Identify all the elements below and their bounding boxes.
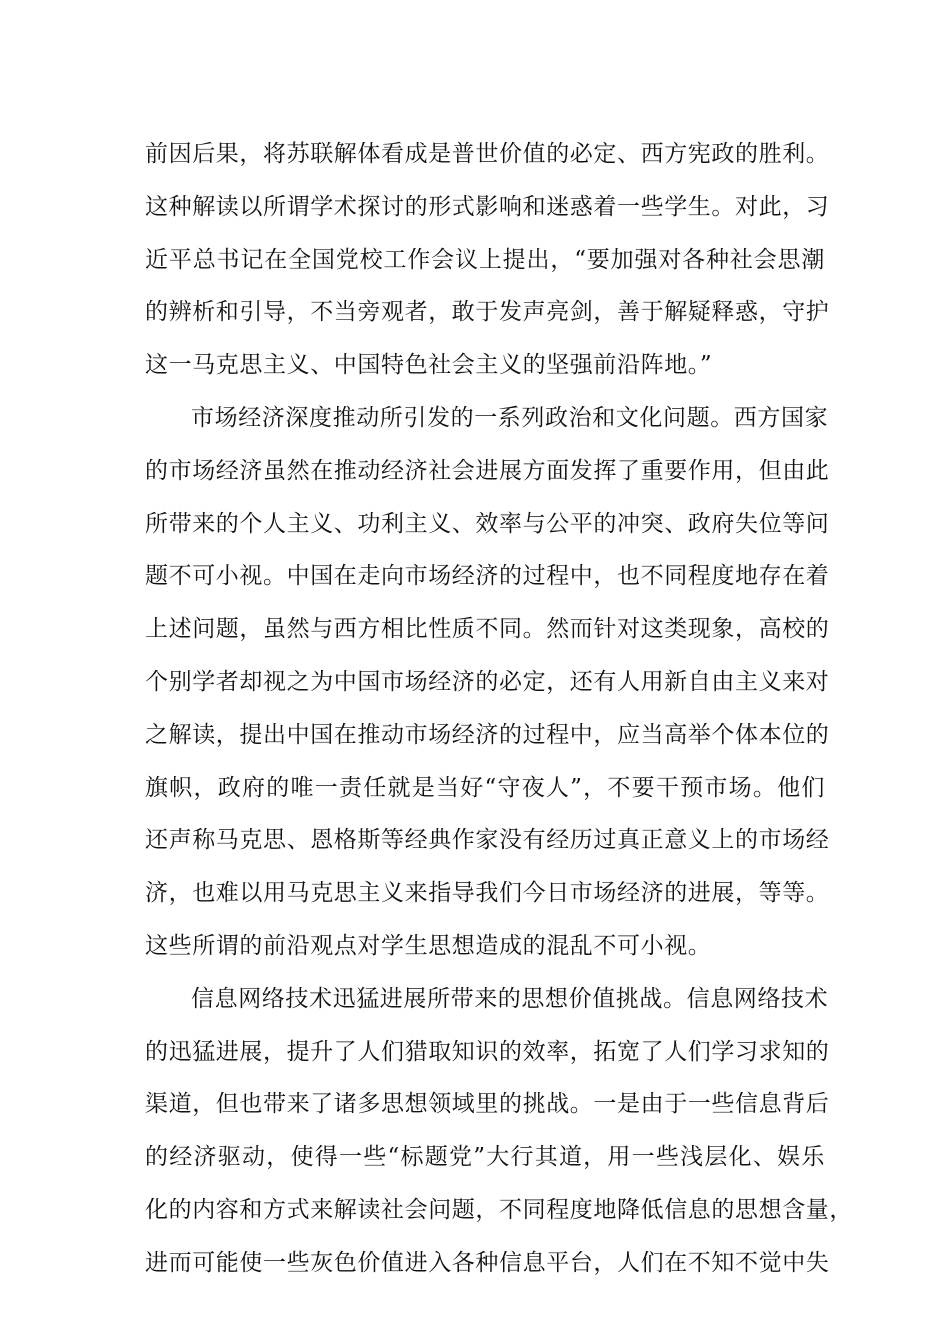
text-line: 的市场经济虽然在推动经济社会进展方面发挥了重要作用，但由此 <box>145 457 830 484</box>
text-line: 这些所谓的前沿观点对学生思想造成的混乱不可小视。 <box>145 932 712 959</box>
text-line: 个别学者却视之为中国市场经济的必定，还有人用新自由主义来对 <box>145 668 830 695</box>
text-line: 化的内容和方式来解读社会问题，不同程度地降低信息的思想含量， <box>145 1196 853 1223</box>
text-line: 所带来的个人主义、功利主义、效率与公平的冲突、政府失位等问 <box>145 510 830 537</box>
text-line: 的辨析和引导，不当旁观者，敢于发声亮剑，善于解疑释惑，守护 <box>145 299 830 326</box>
text-line: 旗帜，政府的唯一责任就是当好“守夜人”，不要干预市场。他们 <box>145 774 825 801</box>
text-line: 济，也难以用马克思主义来指导我们今日市场经济的进展，等等。 <box>145 880 830 907</box>
document-body <box>145 128 853 1290</box>
text-line: 渠道，但也带来了诸多思想领域里的挑战。一是由于一些信息背后 <box>145 1091 830 1118</box>
text-line: 的迅猛进展，提升了人们猎取知识的效率，拓宽了人们学习求知的 <box>145 1038 830 1065</box>
paragraph-2 <box>145 392 830 973</box>
text-line: 的经济驱动，使得一些“标题党”大行其道，用一些浅层化、娱乐 <box>145 1144 825 1171</box>
text-line: 上述问题，虽然与西方相比性质不同。然而针对这类现象，高校的 <box>145 616 830 643</box>
text-line: 还声称马克思、恩格斯等经典作家没有经历过真正意义上的市场经 <box>145 827 830 854</box>
text-line: 这种解读以所谓学术探讨的形式影响和迷惑着一些学生。对此，习 <box>145 193 830 220</box>
text-line: 前因后果，将苏联解体看成是普世价值的必定、西方宪政的胜利。 <box>145 141 830 167</box>
paragraph-1 <box>145 128 830 392</box>
text-line: 信息网络技术迅猛进展所带来的思想价值挑战。信息网络技术 <box>191 985 829 1012</box>
paragraph-3 <box>145 973 853 1290</box>
text-line: 市场经济深度推动所引发的一系列政治和文化问题。西方国家 <box>191 404 829 431</box>
text-line: 这一马克思主义、中国特色社会主义的坚强前沿阵地。” <box>145 352 713 379</box>
text-line: 之解读，提出中国在推动市场经济的过程中，应当高举个体本位的 <box>145 721 830 748</box>
text-line: 进而可能使一些灰色价值进入各种信息平台，人们在不知不觉中失 <box>145 1249 830 1276</box>
text-line: 近平总书记在全国党校工作会议上提出，“要加强对各种社会思潮 <box>145 246 825 273</box>
text-line: 题不可小视。中国在走向市场经济的过程中，也不同程度地存在着 <box>145 563 830 590</box>
